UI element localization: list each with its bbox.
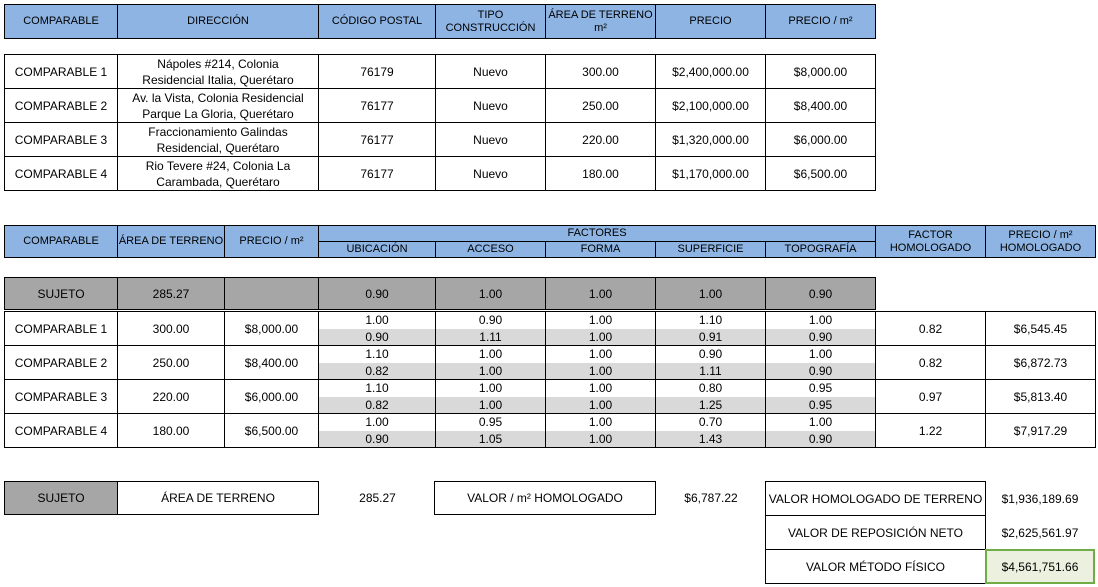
t2-cell-ubicacion-adjusted: 0.82 <box>319 363 436 380</box>
sujeto-acceso: 1.00 <box>436 278 546 310</box>
t1-cell-precio-m2: $8,000.00 <box>766 55 876 89</box>
sujeto-row <box>4 277 876 310</box>
t2-cell-precio: $8,400.00 <box>225 346 319 380</box>
t2-cell-ubicacion: 1.00 <box>319 414 436 431</box>
t2-header-precio-homologado: PRECIO / m² HOMOLOGADO <box>986 226 1096 258</box>
t1-cell-comparable: COMPARABLE 1 <box>5 55 118 89</box>
summary-valor-homologado-value: $1,936,189.69 <box>1001 491 1079 506</box>
table-row <box>5 312 1096 329</box>
t2-cell-topografia-adjusted: 0.90 <box>766 431 876 448</box>
summary-valor-fisico-label: VALOR MÉTODO FÍSICO <box>765 549 986 584</box>
header-tipo-construccion: TIPO CONSTRUCCIÓN <box>436 5 546 39</box>
t2-cell-topografia: 1.00 <box>766 346 876 363</box>
t1-cell-area-terreno: 220.00 <box>546 123 656 157</box>
t2-cell-precio-homologado: $5,813.40 <box>986 380 1096 414</box>
t2-cell-topografia: 1.00 <box>766 414 876 431</box>
t2-cell-comparable: COMPARABLE 1 <box>5 312 118 346</box>
t2-header-precio: PRECIO / m² <box>225 226 319 258</box>
summary-area-label: ÁREA DE TERRENO <box>117 481 319 515</box>
t1-cell-area-terreno: 250.00 <box>546 89 656 123</box>
t2-cell-acceso-adjusted: 1.00 <box>436 397 546 414</box>
t2-cell-ubicacion: 1.10 <box>319 380 436 397</box>
t1-cell-codigo-postal: 76177 <box>319 89 436 123</box>
header-precio-m2: PRECIO / m² <box>766 5 876 39</box>
t1-cell-codigo-postal: 76177 <box>319 123 436 157</box>
t2-cell-precio: $6,500.00 <box>225 414 319 448</box>
t2-cell-forma-adjusted: 1.00 <box>546 329 656 346</box>
t2-cell-comparable: COMPARABLE 2 <box>5 346 118 380</box>
t2-cell-precio: $8,000.00 <box>225 312 319 346</box>
t2-cell-precio-homologado: $6,545.45 <box>986 312 1096 346</box>
t2-cell-superficie-adjusted: 1.43 <box>656 431 766 448</box>
t2-cell-factor-homologado: 0.82 <box>876 312 986 346</box>
t2-cell-forma: 1.00 <box>546 414 656 431</box>
t2-header-comparable: COMPARABLE <box>5 226 118 258</box>
t2-header-area: ÁREA DE TERRENO <box>118 226 225 258</box>
t1-cell-comparable: COMPARABLE 4 <box>5 157 118 191</box>
summary-area-value: 285.27 <box>359 491 396 505</box>
t1-cell-area-terreno: 300.00 <box>546 55 656 89</box>
t2-cell-precio: $6,000.00 <box>225 380 319 414</box>
header-direccion: DIRECCIÓN <box>118 5 319 39</box>
t2-cell-area: 220.00 <box>118 380 225 414</box>
summary-valor-m2-label: VALOR / m² HOMOLOGADO <box>434 481 656 515</box>
t2-header-superficie: SUPERFICIE <box>656 242 766 258</box>
sujeto-precio <box>225 278 319 310</box>
t2-cell-superficie: 0.90 <box>656 346 766 363</box>
table1-body <box>4 54 876 191</box>
t2-cell-forma: 1.00 <box>546 380 656 397</box>
t2-cell-forma: 1.00 <box>546 312 656 329</box>
t2-cell-precio-homologado: $6,872.73 <box>986 346 1096 380</box>
t2-cell-forma-adjusted: 1.00 <box>546 397 656 414</box>
table-row <box>5 157 876 191</box>
t1-cell-area-terreno: 180.00 <box>546 157 656 191</box>
t2-cell-acceso: 1.00 <box>436 380 546 397</box>
table2-header <box>4 225 1096 258</box>
header-comparable: COMPARABLE <box>5 5 118 39</box>
sujeto-ubicacion: 0.90 <box>319 278 436 310</box>
t1-cell-precio-m2: $6,000.00 <box>766 123 876 157</box>
t1-cell-tipo-construccion: Nuevo <box>436 157 546 191</box>
t2-cell-area: 250.00 <box>118 346 225 380</box>
t2-cell-forma-adjusted: 1.00 <box>546 431 656 448</box>
table-row <box>5 380 1096 397</box>
t2-cell-ubicacion-adjusted: 0.82 <box>319 397 436 414</box>
summary-valor-reposicion-value: $2,625,561.97 <box>1001 525 1079 540</box>
t1-cell-direccion: Fraccionamiento Galindas Residencial, Querétaro <box>118 123 319 157</box>
t2-cell-factor-homologado: 1.22 <box>876 414 986 448</box>
t1-cell-comparable: COMPARABLE 2 <box>5 89 118 123</box>
table-row <box>5 123 876 157</box>
t2-cell-acceso-adjusted: 1.05 <box>436 431 546 448</box>
t2-header-ubicacion: UBICACIÓN <box>319 242 436 258</box>
t2-cell-acceso: 0.95 <box>436 414 546 431</box>
t1-cell-precio: $2,400,000.00 <box>656 55 766 89</box>
t1-cell-direccion: Av. la Vista, Colonia Residencial Parque La Gloria, Querétaro <box>118 89 319 123</box>
summary-valor-fisico-value: $4,561,751.66 <box>985 549 1095 584</box>
t1-cell-precio: $1,170,000.00 <box>656 157 766 191</box>
t2-cell-superficie: 1.10 <box>656 312 766 329</box>
t2-cell-factor-homologado: 0.97 <box>876 380 986 414</box>
t2-cell-comparable: COMPARABLE 3 <box>5 380 118 414</box>
t1-cell-codigo-postal: 76177 <box>319 157 436 191</box>
t1-cell-comparable: COMPARABLE 3 <box>5 123 118 157</box>
t1-cell-precio-m2: $8,400.00 <box>766 89 876 123</box>
t1-cell-precio-m2: $6,500.00 <box>766 157 876 191</box>
table-row <box>5 55 876 89</box>
t2-cell-area: 180.00 <box>118 414 225 448</box>
t2-cell-precio-homologado: $7,917.29 <box>986 414 1096 448</box>
table2-body <box>4 311 1096 448</box>
sujeto-area: 285.27 <box>118 278 225 310</box>
t2-cell-comparable: COMPARABLE 4 <box>5 414 118 448</box>
t1-cell-precio: $2,100,000.00 <box>656 89 766 123</box>
t1-cell-tipo-construccion: Nuevo <box>436 89 546 123</box>
t1-cell-direccion: Rio Tevere #24, Colonia La Carambada, Querétaro <box>118 157 319 191</box>
table-row <box>5 89 876 123</box>
t2-cell-forma: 1.00 <box>546 346 656 363</box>
t2-cell-ubicacion: 1.00 <box>319 312 436 329</box>
t2-cell-topografia: 0.95 <box>766 380 876 397</box>
table-row <box>5 414 1096 431</box>
t2-cell-ubicacion-adjusted: 0.90 <box>319 329 436 346</box>
header-precio: PRECIO <box>656 5 766 39</box>
t2-cell-factor-homologado: 0.82 <box>876 346 986 380</box>
t1-cell-tipo-construccion: Nuevo <box>436 123 546 157</box>
t2-header-topografia: TOPOGRAFÍA <box>766 242 876 258</box>
table1-header <box>4 4 876 39</box>
t2-cell-acceso: 1.00 <box>436 346 546 363</box>
t2-header-factor-homologado: FACTOR HOMOLOGADO <box>876 226 986 258</box>
t2-cell-superficie-adjusted: 1.11 <box>656 363 766 380</box>
t2-cell-forma-adjusted: 1.00 <box>546 363 656 380</box>
t2-cell-ubicacion-adjusted: 0.90 <box>319 431 436 448</box>
summary-valor-reposicion-label: VALOR DE REPOSICIÓN NETO <box>765 515 986 550</box>
t2-cell-superficie: 0.80 <box>656 380 766 397</box>
t2-cell-acceso: 0.90 <box>436 312 546 329</box>
summary-valor-m2-value: $6,787.22 <box>684 491 738 505</box>
header-codigo-postal: CÓDIGO POSTAL <box>319 5 436 39</box>
t2-cell-topografia: 1.00 <box>766 312 876 329</box>
summary-sujeto: SUJETO <box>4 481 118 515</box>
table-row <box>5 346 1096 363</box>
sujeto-topografia: 0.90 <box>766 278 876 310</box>
t2-cell-acceso-adjusted: 1.11 <box>436 329 546 346</box>
t2-cell-acceso-adjusted: 1.00 <box>436 363 546 380</box>
sujeto-superficie: 1.00 <box>656 278 766 310</box>
t2-header-acceso: ACCESO <box>436 242 546 258</box>
t2-cell-superficie-adjusted: 1.25 <box>656 397 766 414</box>
header-area-terreno: ÁREA DE TERRENO m² <box>546 5 656 39</box>
t2-cell-superficie: 0.70 <box>656 414 766 431</box>
t2-cell-superficie-adjusted: 0.91 <box>656 329 766 346</box>
t1-cell-codigo-postal: 76179 <box>319 55 436 89</box>
t1-cell-tipo-construccion: Nuevo <box>436 55 546 89</box>
t2-cell-topografia-adjusted: 0.90 <box>766 363 876 380</box>
t2-cell-topografia-adjusted: 0.90 <box>766 329 876 346</box>
t2-cell-ubicacion: 1.10 <box>319 346 436 363</box>
t2-cell-area: 300.00 <box>118 312 225 346</box>
t1-cell-direccion: Nápoles #214, Colonia Residencial Italia, Querétaro <box>118 55 319 89</box>
sujeto-forma: 1.00 <box>546 278 656 310</box>
sujeto-label: SUJETO <box>5 278 118 310</box>
summary-valor-homologado-label: VALOR HOMOLOGADO DE TERRENO <box>765 481 986 516</box>
t2-cell-topografia-adjusted: 0.95 <box>766 397 876 414</box>
t2-header-forma: FORMA <box>546 242 656 258</box>
t2-header-factores: FACTORES <box>319 226 876 242</box>
t1-cell-precio: $1,320,000.00 <box>656 123 766 157</box>
